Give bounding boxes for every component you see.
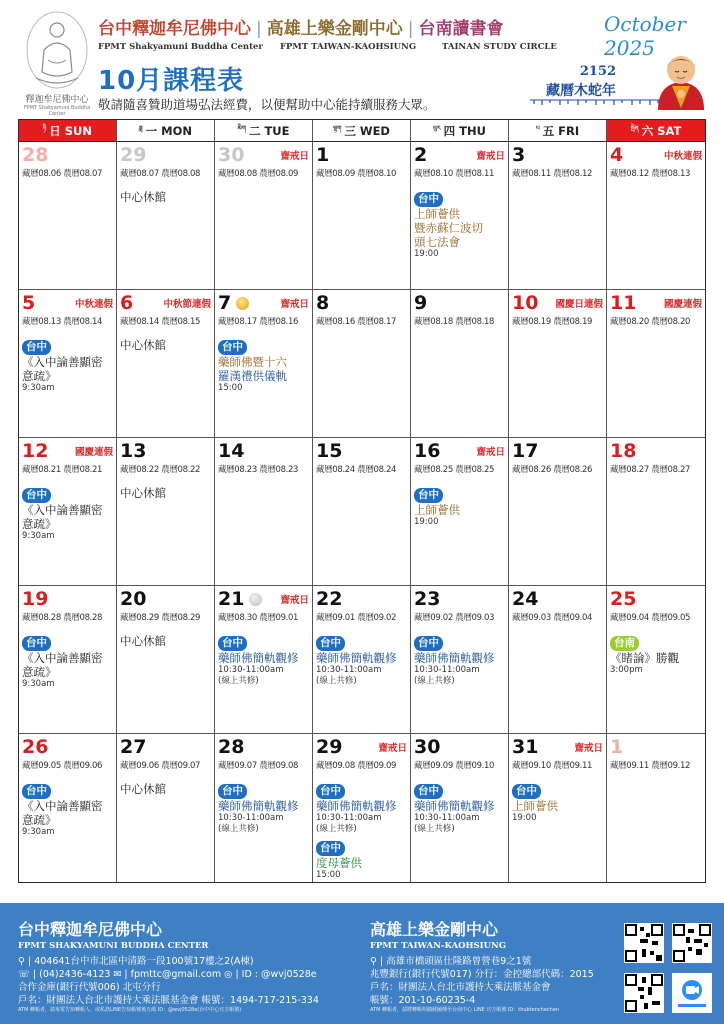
weekday-sun: ཉི 日 SUN <box>19 120 117 141</box>
day-tag: 齋戒日 <box>574 743 603 754</box>
lunar-dates: 藏曆09.07 農曆09.08 <box>218 761 299 771</box>
day-header-line <box>610 144 702 166</box>
lunar-dates: 藏曆09.03 農曆09.04 <box>512 613 593 623</box>
day-tag: 國慶日連假 <box>555 299 603 310</box>
day-number: 9 <box>414 292 428 314</box>
event-time: 10:30-11:00am <box>316 665 382 675</box>
calendar-event[interactable] <box>414 779 505 835</box>
calendar-weeks <box>19 142 705 882</box>
calendar-day-cell[interactable] <box>411 734 509 882</box>
day-header-line <box>316 736 407 758</box>
lunar-dates: 藏曆08.08 農曆08.09 <box>218 169 299 179</box>
location-badge: 台中 <box>218 340 247 355</box>
center-en-kaohsiung: FPMT TAIWAN-KAOHSIUNG <box>280 42 417 52</box>
day-number: 7 <box>218 292 232 314</box>
footer-taichung-contact: ☏ | (04)2436-4123 ✉ | fpmttc@gmail.com ◎ | ID : @wvj0528e <box>18 969 317 980</box>
full-moon-icon <box>236 297 249 310</box>
separator: | <box>256 19 262 39</box>
day-tag: 齋戒日 <box>280 299 309 310</box>
day-header-line <box>512 736 603 758</box>
calendar-day-cell[interactable] <box>607 734 705 882</box>
center-names <box>98 14 568 52</box>
footer-kaohsiung-account: 帳號：201-10-60235-4 <box>370 995 476 1006</box>
event-title: 藥師佛簡軌觀修 <box>414 799 495 813</box>
calendar-day-cell[interactable] <box>411 142 509 289</box>
event-time: 10:30-11:00am <box>218 665 284 675</box>
lunar-dates: 藏曆08.25 農曆08.25 <box>414 465 495 475</box>
day-number: 17 <box>512 440 539 462</box>
tibetan-year: 2152 <box>579 64 616 79</box>
day-number: 5 <box>22 292 36 314</box>
day-header-line <box>316 588 407 610</box>
day-number: 22 <box>316 588 343 610</box>
footer-taichung-bank: 合作金庫(銀行代號006) 北屯分行 <box>18 982 161 993</box>
event-title: 《入中論善顯密意疏》 <box>22 355 103 383</box>
calendar-day-cell[interactable] <box>19 438 117 585</box>
event-note: (線上共修) <box>218 676 259 686</box>
footer-taichung <box>18 917 358 1014</box>
weekday-wed: ལྷག 三 WED <box>313 120 411 141</box>
monk-illustration-icon <box>652 50 710 112</box>
qr-code-icon[interactable] <box>624 923 664 963</box>
center-name-tainan: 台南讀書會 <box>418 19 504 39</box>
lunar-dates: 藏曆08.17 農曆08.16 <box>218 317 299 327</box>
day-number: 26 <box>22 736 49 758</box>
day-header-line <box>316 144 407 166</box>
calendar-day-cell[interactable] <box>215 734 313 882</box>
day-number: 11 <box>610 292 637 314</box>
logo-subtitle: FPMT Shakyamuni Buddha Center <box>23 105 91 117</box>
calendar-day-cell[interactable] <box>509 734 607 882</box>
calendar-day-cell[interactable] <box>117 438 215 585</box>
day-header-line <box>22 440 113 462</box>
location-badge: 台中 <box>414 784 443 799</box>
event-title: 《入中論善顯密意疏》 <box>22 799 103 827</box>
footer-kaohsiung-name: 高雄上樂金剛中心 <box>370 920 499 939</box>
calendar-event[interactable] <box>414 631 505 687</box>
location-badge: 台南 <box>610 636 639 651</box>
lunar-dates: 藏曆09.08 農曆09.09 <box>316 761 397 771</box>
calendar-week <box>19 142 705 290</box>
lunar-dates: 藏曆09.11 農曆09.12 <box>610 761 691 771</box>
day-header-line <box>22 292 113 314</box>
event-time: 9:30am <box>22 531 55 541</box>
day-number: 12 <box>22 440 49 462</box>
qr-code-icon[interactable] <box>624 973 664 1013</box>
location-badge: 台中 <box>22 488 51 503</box>
day-header-line <box>120 736 211 758</box>
day-number: 27 <box>120 736 147 758</box>
center-closed-note: 中心休館 <box>120 782 166 796</box>
lunar-dates: 藏曆08.22 農曆08.22 <box>120 465 201 475</box>
location-badge: 台中 <box>22 340 51 355</box>
day-tag: 齋戒日 <box>476 447 505 458</box>
calendar-week <box>19 586 705 734</box>
calendar-event[interactable] <box>316 631 407 687</box>
day-tag: 國慶連假 <box>663 299 702 310</box>
lunar-dates: 藏曆08.09 農曆08.10 <box>316 169 397 179</box>
day-header-line <box>512 292 603 314</box>
page-subtitle: 敬請隨喜贊助道場弘法經費，以便幫助中心能持續服務大眾。 <box>98 97 436 112</box>
day-number: 21 <box>218 588 245 610</box>
qr-codes <box>620 913 716 1017</box>
day-header-line <box>22 144 113 166</box>
day-header-line <box>512 440 603 462</box>
day-number: 10 <box>512 292 539 314</box>
calendar-day-cell[interactable] <box>117 586 215 733</box>
event-title: 上師薈供 <box>512 799 558 813</box>
footer-kaohsiung-en: FPMT TAIWAN-KAOHSIUNG <box>370 941 507 951</box>
day-tag: 中秋連假 <box>74 299 113 310</box>
calendar-day-cell[interactable] <box>117 142 215 289</box>
calendar-event[interactable] <box>512 779 603 824</box>
event-time: 15:00 <box>218 383 243 393</box>
lunar-dates: 藏曆09.04 農曆09.05 <box>610 613 691 623</box>
calendar-day-cell[interactable] <box>607 438 705 585</box>
day-number: 1 <box>316 144 330 166</box>
footer-kaohsiung-account-name: 戶名：財團法人台北市護持大乘法脈基金會 <box>370 982 551 993</box>
day-number: 1 <box>610 736 624 758</box>
day-header-line <box>610 736 702 758</box>
calendar-day-cell[interactable] <box>215 290 313 437</box>
calendar-day-cell[interactable] <box>509 586 607 733</box>
event-title: 藥師佛簡軌觀修 <box>218 799 299 813</box>
event-time: 10:30-11:00am <box>316 813 382 823</box>
calendar-event[interactable] <box>22 335 113 394</box>
lunar-dates: 藏曆09.02 農曆09.03 <box>414 613 495 623</box>
day-number: 14 <box>218 440 245 462</box>
event-time: 10:30-11:00am <box>414 813 480 823</box>
event-title: 藥師佛簡軌觀修 <box>316 651 397 665</box>
calendar-event[interactable] <box>414 483 505 528</box>
day-number: 30 <box>414 736 441 758</box>
center-closed-note: 中心休館 <box>120 338 166 352</box>
calendar-event[interactable] <box>22 483 113 542</box>
lunar-dates: 藏曆08.10 農曆08.11 <box>414 169 495 179</box>
center-closed-note: 中心休館 <box>120 486 166 500</box>
day-header-line <box>120 440 211 462</box>
calendar-day-cell[interactable] <box>313 734 411 882</box>
calendar-event[interactable] <box>22 779 113 838</box>
lunar-dates: 藏曆08.19 農曆08.19 <box>512 317 593 327</box>
calendar-day-cell[interactable] <box>215 586 313 733</box>
location-badge: 台中 <box>414 488 443 503</box>
day-number: 25 <box>610 588 637 610</box>
lunar-dates: 藏曆09.01 農曆09.02 <box>316 613 397 623</box>
calendar-day-cell[interactable] <box>313 586 411 733</box>
calendar-day-cell[interactable] <box>19 586 117 733</box>
day-number: 24 <box>512 588 539 610</box>
page-footer <box>0 903 724 1024</box>
calendar-day-cell[interactable] <box>509 290 607 437</box>
day-number: 18 <box>610 440 637 462</box>
event-time: 10:30-11:00am <box>414 665 480 675</box>
day-header-line <box>512 144 603 166</box>
weekday-thu: ཕུར 四 THU <box>411 120 509 141</box>
lunar-dates: 藏曆08.27 農曆08.27 <box>610 465 691 475</box>
weekday-tue: མིག 二 TUE <box>215 120 313 141</box>
day-number: 28 <box>22 144 49 166</box>
day-tag: 中秋連假 <box>663 151 702 162</box>
event-title: 藥師佛簡軌觀修 <box>316 799 397 813</box>
weekday-header <box>19 120 705 142</box>
day-header-line <box>512 588 603 610</box>
event-title: 《入中論善顯密意疏》 <box>22 503 103 531</box>
day-number: 30 <box>218 144 245 166</box>
day-header-line <box>414 736 505 758</box>
day-header-line <box>316 440 407 462</box>
day-tag: 齋戒日 <box>280 595 309 606</box>
calendar-day-cell[interactable] <box>411 290 509 437</box>
day-header-line <box>610 588 702 610</box>
event-note: (線上共修) <box>316 676 357 686</box>
event-note: (線上共修) <box>414 824 455 834</box>
lunar-dates: 藏曆09.09 農曆09.10 <box>414 761 495 771</box>
calendar-day-cell[interactable] <box>19 290 117 437</box>
day-header-line <box>120 588 211 610</box>
buddha-logo-icon <box>24 10 90 90</box>
event-title: 頭七法會 <box>414 235 460 249</box>
day-number: 20 <box>120 588 147 610</box>
calendar-day-cell[interactable] <box>117 734 215 882</box>
day-header-line <box>22 588 113 610</box>
center-name-kaohsiung: 高雄上樂金剛中心 <box>266 19 403 39</box>
day-tag: 齋戒日 <box>476 151 505 162</box>
day-number: 28 <box>218 736 245 758</box>
day-number: 3 <box>512 144 526 166</box>
weekday-mon: ཟླ 一 MON <box>117 120 215 141</box>
calendar-day-cell[interactable] <box>509 142 607 289</box>
calendar-day-cell[interactable] <box>215 438 313 585</box>
location-badge: 台中 <box>218 636 247 651</box>
lunar-dates: 藏曆08.23 農曆08.23 <box>218 465 299 475</box>
calendar-day-cell[interactable] <box>607 290 705 437</box>
footer-taichung-name: 台中釋迦牟尼佛中心 <box>18 920 163 939</box>
day-tag: 國慶連假 <box>74 447 113 458</box>
footer-kaohsiung-bank: 兆豐銀行(銀行代號017) 分行：金控總部代碼：2015 <box>370 969 594 980</box>
logo-name: 釋迦牟尼佛中心 <box>25 95 89 105</box>
footer-taichung-account: 戶名：財團法人台北市護持大乘法脈基金會 帳號：1494-717-215-334 <box>18 995 319 1006</box>
day-header-line <box>218 736 309 758</box>
page-title: 10月課程表 <box>98 66 245 96</box>
new-moon-icon <box>249 593 262 606</box>
event-title: 上師薈供 <box>414 503 460 517</box>
footer-taichung-en: FPMT SHAKYAMUNI BUDDHA CENTER <box>18 941 209 951</box>
event-time: 9:30am <box>22 827 55 837</box>
event-time: 9:30am <box>22 383 55 393</box>
event-time: 10:30-11:00am <box>218 813 284 823</box>
event-title: 藥師佛暨十六 <box>218 355 287 369</box>
day-header-line <box>414 292 505 314</box>
day-number: 6 <box>120 292 134 314</box>
day-header-line <box>610 292 702 314</box>
center-name-taichung: 台中釋迦牟尼佛中心 <box>98 19 251 39</box>
day-header-line <box>218 144 309 166</box>
location-badge: 台中 <box>316 636 345 651</box>
calendar-event[interactable] <box>316 836 407 881</box>
weekday-sat: སྤེན 六 SAT <box>607 120 705 141</box>
day-tag: 齋戒日 <box>280 151 309 162</box>
calendar-week <box>19 290 705 438</box>
calendar-event[interactable] <box>316 779 407 835</box>
calendar-day-cell[interactable] <box>313 142 411 289</box>
zoom-meeting-icon[interactable] <box>672 973 712 1013</box>
calendar-week <box>19 734 705 882</box>
footer-kaohsiung-address: ⚲ | 高雄市橋頭區仕隆路曾營巷9之1號 <box>370 956 532 967</box>
day-header-line <box>120 144 211 166</box>
day-number: 29 <box>316 736 343 758</box>
calendar-day-cell[interactable] <box>19 734 117 882</box>
day-header-line <box>316 292 407 314</box>
footer-taichung-address: ⚲ | 404641台中市北區中清路一段100號17樓之2(A棟) <box>18 956 254 967</box>
calendar-day-cell[interactable] <box>19 142 117 289</box>
calendar-day-cell[interactable] <box>607 142 705 289</box>
day-header-line <box>218 588 309 610</box>
event-time: 19:00 <box>414 249 439 259</box>
calendar-grid <box>18 119 706 883</box>
lunar-dates: 藏曆08.18 農曆08.18 <box>414 317 495 327</box>
qr-code-icon[interactable] <box>672 923 712 963</box>
month-script: October 2025 <box>604 12 686 60</box>
lunar-dates: 藏曆08.24 農曆08.24 <box>316 465 397 475</box>
day-tag: 齋戒日 <box>378 743 407 754</box>
center-closed-note: 中心休館 <box>120 634 166 648</box>
location-badge: 台中 <box>414 192 443 207</box>
page-header <box>0 0 724 118</box>
event-title: 藥師佛簡軌觀修 <box>218 651 299 665</box>
day-header-line <box>120 292 211 314</box>
day-number: 23 <box>414 588 441 610</box>
center-logo <box>18 10 96 117</box>
location-badge: 台中 <box>316 841 345 856</box>
lunar-dates: 藏曆08.21 農曆08.21 <box>22 465 103 475</box>
lunar-dates: 藏曆09.10 農曆09.11 <box>512 761 593 771</box>
footer-taichung-atm-note: ATM 轉帳者，請來電告知轉帳人，或私訊LINE告知帳號後五碼 ID：@wvj0528e(台中中心官方帳號) <box>18 1007 242 1013</box>
calendar-day-cell[interactable] <box>313 290 411 437</box>
lunar-dates: 藏曆08.13 農曆08.14 <box>22 317 103 327</box>
lunar-dates: 藏曆08.16 農曆08.17 <box>316 317 397 327</box>
event-note: (線上共修) <box>414 676 455 686</box>
calendar-event[interactable] <box>610 631 702 676</box>
day-header-line <box>610 440 702 462</box>
calendar-day-cell[interactable] <box>411 438 509 585</box>
lunar-dates: 藏曆08.07 農曆08.08 <box>120 169 201 179</box>
day-header-line <box>414 440 505 462</box>
separator: | <box>407 19 414 39</box>
footer-kaohsiung-atm-note: ATM 轉帳者，請將轉帳明細截圖傳至台南中心 LINE 官方帳號 ID：thubtenchechen <box>370 1007 560 1013</box>
day-number: 29 <box>120 144 147 166</box>
event-time: 9:30am <box>22 679 55 689</box>
calendar-day-cell[interactable] <box>607 586 705 733</box>
event-title: 暨赤蘇仁波切 <box>414 221 483 235</box>
center-closed-note: 中心休館 <box>120 190 166 204</box>
day-header-line <box>22 736 113 758</box>
calendar-day-cell[interactable] <box>509 438 607 585</box>
lunar-dates: 藏曆08.12 農曆08.13 <box>610 169 691 179</box>
location-badge: 台中 <box>316 784 345 799</box>
location-badge: 台中 <box>22 784 51 799</box>
calendar-event[interactable] <box>22 631 113 690</box>
event-title: 上師薈供 <box>414 207 460 221</box>
tibetan-year-name: 藏曆木蛇年 <box>546 83 616 99</box>
calendar-week <box>19 438 705 586</box>
location-badge: 台中 <box>218 784 247 799</box>
event-title: 《入中論善顯密意疏》 <box>22 651 103 679</box>
event-title: 羅漢禮供儀軌 <box>218 369 287 383</box>
lunar-dates: 藏曆08.14 農曆08.15 <box>120 317 201 327</box>
calendar-event[interactable] <box>218 335 309 394</box>
calendar-event[interactable] <box>414 187 505 260</box>
lunar-dates: 藏曆08.06 農曆08.07 <box>22 169 103 179</box>
lunar-dates: 藏曆08.30 農曆09.01 <box>218 613 299 623</box>
calendar-event[interactable] <box>218 779 309 835</box>
event-note: (線上共修) <box>218 824 259 834</box>
lunar-dates: 藏曆08.26 農曆08.26 <box>512 465 593 475</box>
day-header-line <box>218 440 309 462</box>
event-title: 藥師佛簡軌觀修 <box>414 651 495 665</box>
day-number: 15 <box>316 440 343 462</box>
lunar-dates: 藏曆08.11 農曆08.12 <box>512 169 593 179</box>
location-badge: 台中 <box>414 636 443 651</box>
calendar-day-cell[interactable] <box>313 438 411 585</box>
calendar-day-cell[interactable] <box>117 290 215 437</box>
lunar-dates: 藏曆09.05 農曆09.06 <box>22 761 103 771</box>
day-number: 13 <box>120 440 147 462</box>
center-en-tainan: TAINAN STUDY CIRCLE <box>442 42 557 52</box>
location-badge: 台中 <box>512 784 541 799</box>
lunar-dates: 藏曆09.06 農曆09.07 <box>120 761 201 771</box>
event-title: 度母薈供 <box>316 856 362 870</box>
event-time: 19:00 <box>512 813 537 823</box>
day-header-line <box>414 144 505 166</box>
location-badge: 台中 <box>22 636 51 651</box>
weekday-fri: པ 五 FRI <box>509 120 607 141</box>
lunar-dates: 藏曆08.20 農曆08.20 <box>610 317 691 327</box>
calendar-day-cell[interactable] <box>411 586 509 733</box>
calendar-event[interactable] <box>218 631 309 687</box>
day-number: 16 <box>414 440 441 462</box>
calendar-day-cell[interactable] <box>215 142 313 289</box>
day-header-line <box>218 292 309 314</box>
day-tag: 中秋節連假 <box>163 299 211 310</box>
day-number: 2 <box>414 144 428 166</box>
day-header-line <box>414 588 505 610</box>
footer-kaohsiung <box>370 917 620 1014</box>
event-time: 15:00 <box>316 870 341 880</box>
event-title: 《睹論》勝觀 <box>610 651 679 665</box>
event-note: (線上共修) <box>316 824 357 834</box>
event-time: 19:00 <box>414 517 439 527</box>
day-number: 4 <box>610 144 624 166</box>
event-time: 3:00pm <box>610 665 643 675</box>
day-number: 19 <box>22 588 49 610</box>
lunar-dates: 藏曆08.28 農曆08.28 <box>22 613 103 623</box>
lunar-dates: 藏曆08.29 農曆08.29 <box>120 613 201 623</box>
center-en-taichung: FPMT Shakyamuni Buddha Center <box>98 42 263 52</box>
day-number: 8 <box>316 292 330 314</box>
day-number: 31 <box>512 736 539 758</box>
